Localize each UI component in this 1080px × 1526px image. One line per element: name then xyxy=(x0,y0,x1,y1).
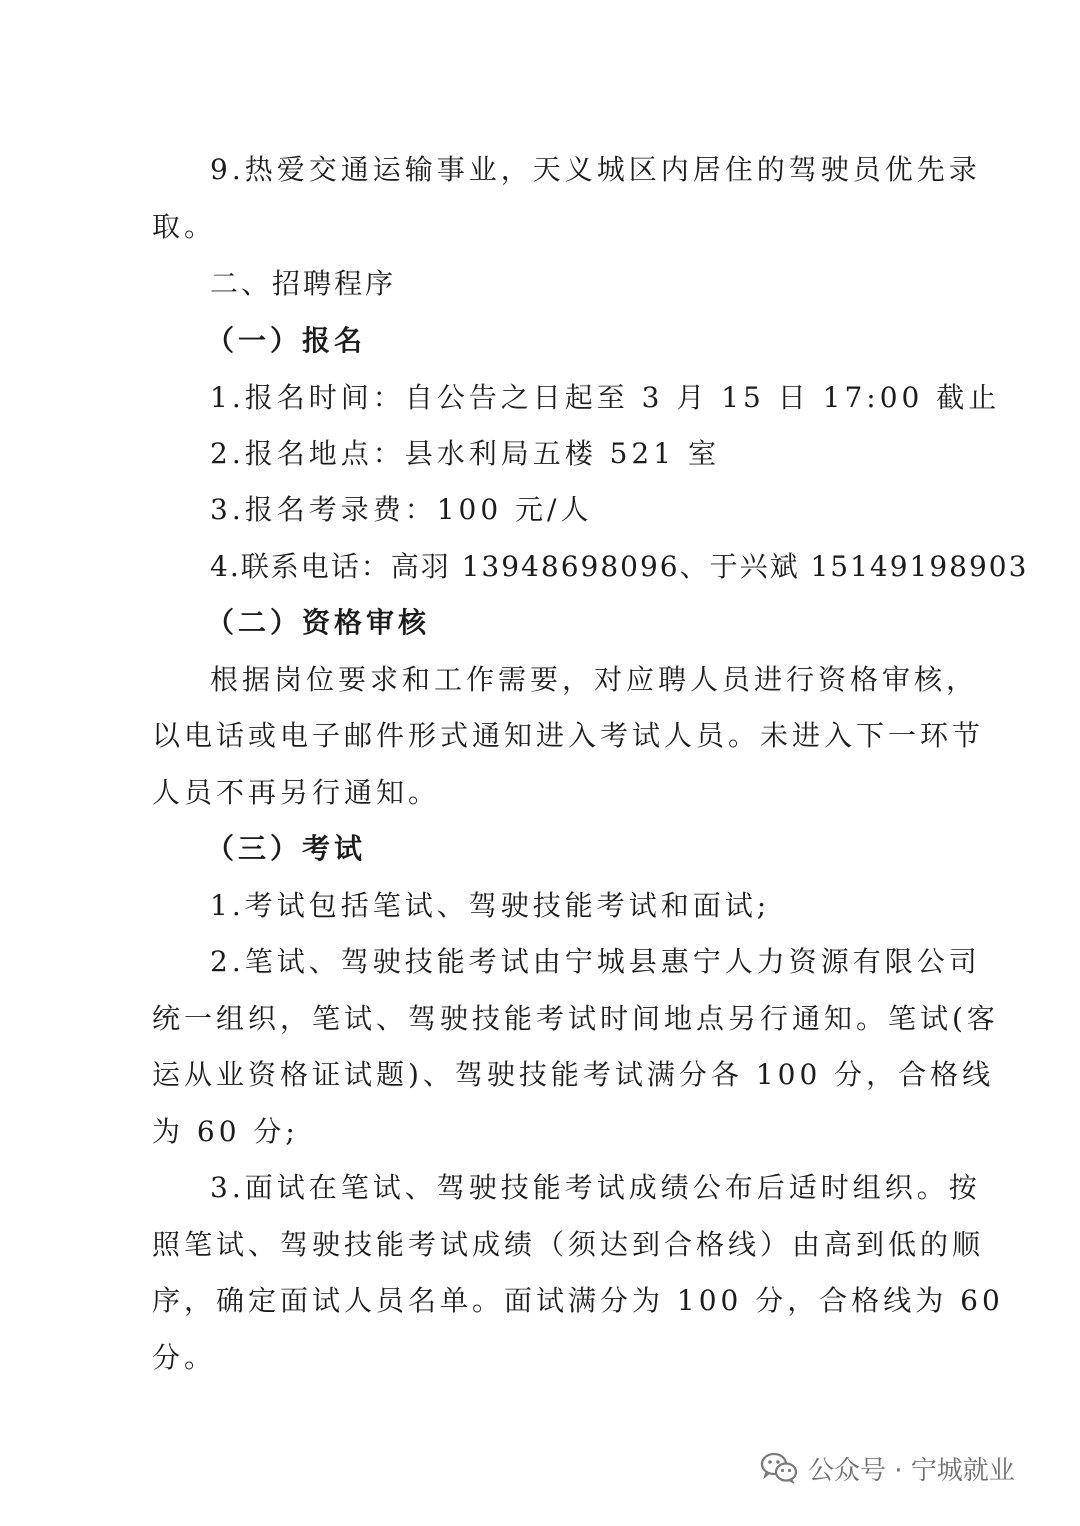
paragraph-line: 3.报名考录费：100 元/人 xyxy=(210,493,593,526)
watermark-label: 公众号 · 宁城就业 xyxy=(808,1455,1015,1486)
paragraph-line: 以电话或电子邮件形式通知进入考试人员。未进入下一环节 xyxy=(152,719,985,752)
paragraph-line: 为 60 分; xyxy=(152,1115,299,1148)
paragraph-line: 运从业资格证试题)、驾驶技能考试满分各 100 分，合格线 xyxy=(152,1058,995,1091)
subsection-heading: （一）报名 xyxy=(206,324,367,357)
paragraph-line: 照笔试、驾驶技能考试成绩（须达到合格线）由高到低的顺 xyxy=(152,1228,985,1261)
paragraph-line: 序，确定面试人员名单。面试满分为 100 分，合格线为 60 xyxy=(152,1284,1004,1317)
paragraph-line: 统一组织，笔试、驾驶技能考试时间地点另行通知。笔试(客 xyxy=(152,1002,999,1035)
paragraph-line: 1.报名时间：自公告之日起至 3 月 15 日 17:00 截止 xyxy=(210,381,1001,414)
paragraph-line: 2.报名地点：县水利局五楼 521 室 xyxy=(210,437,720,470)
subsection-heading: （二）资格审核 xyxy=(206,606,431,639)
paragraph-line: 1.考试包括笔试、驾驶技能考试和面试; xyxy=(210,889,771,922)
paragraph-line: 分。 xyxy=(152,1341,217,1374)
paragraph-line: 人员不再另行通知。 xyxy=(152,776,441,809)
paragraph-line: 2.笔试、驾驶技能考试由宁城县惠宁人力资源有限公司 xyxy=(210,945,981,978)
wechat-watermark xyxy=(760,1448,1015,1488)
paragraph-line: 4.联系电话：高羽 13948698096、于兴斌 15149198903 xyxy=(210,550,1029,583)
paragraph-line: 9.热爱交通运输事业，天义城区内居住的驾驶员优先录 xyxy=(210,153,981,186)
subsection-heading: （三）考试 xyxy=(206,832,367,865)
paragraph-line: 取。 xyxy=(152,210,217,243)
paragraph-line: 根据岗位要求和工作需要，对应聘人员进行资格审核， xyxy=(210,663,979,696)
section-heading: 二、招聘程序 xyxy=(210,267,397,300)
wechat-icon xyxy=(760,1452,798,1484)
paragraph-line: 3.面试在笔试、驾驶技能考试成绩公布后适时组织。按 xyxy=(210,1171,981,1204)
